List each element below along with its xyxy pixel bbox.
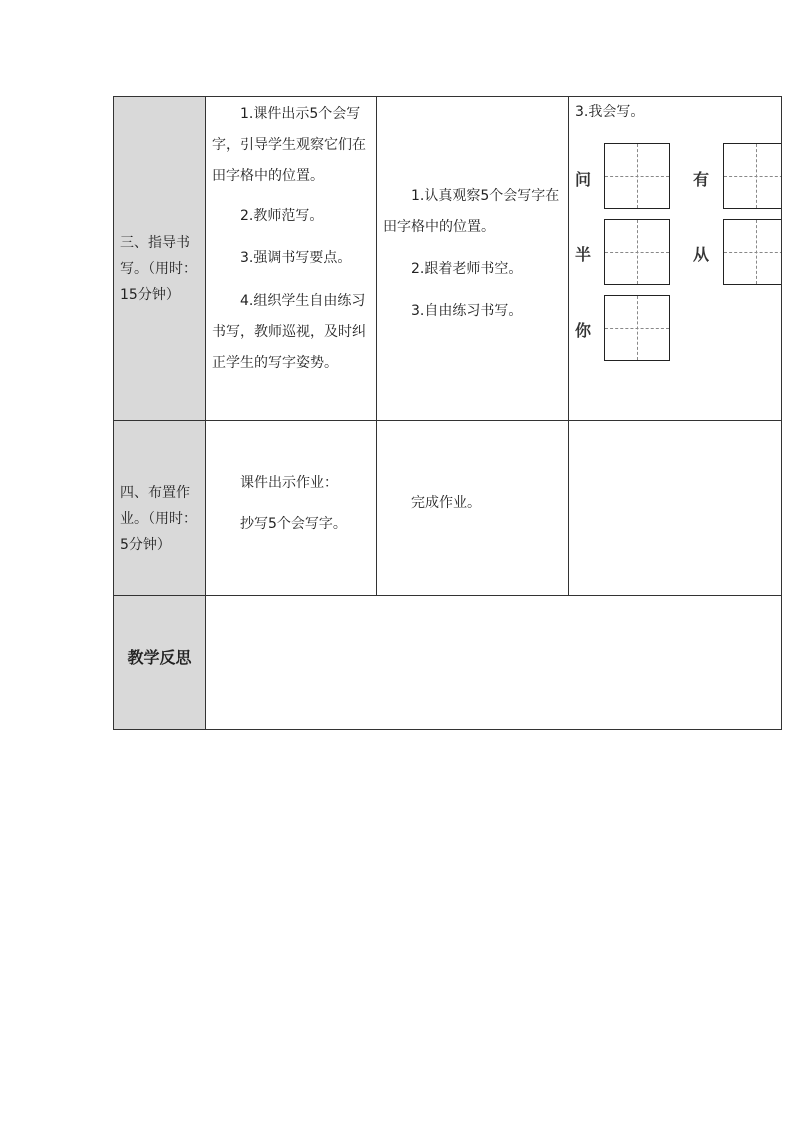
student-activity-cell bbox=[376, 96, 569, 421]
tian-grid-2 bbox=[723, 143, 782, 209]
tian-grid-4 bbox=[723, 219, 782, 285]
practice-char-1: 问 bbox=[575, 170, 592, 189]
stage-cell-homework bbox=[113, 420, 206, 596]
lesson-plan-table bbox=[113, 96, 782, 730]
stage-label: 三、指导书写。（用时：15分钟） bbox=[120, 235, 197, 303]
teacher-activity-cell bbox=[205, 96, 377, 421]
reflection-content-cell bbox=[205, 595, 782, 730]
reflection-label-cell bbox=[113, 595, 206, 730]
student-step-2: 2.跟着老师书空。 bbox=[411, 261, 523, 277]
student-step-3: 3.自由练习书写。 bbox=[411, 303, 523, 319]
practice-title: 3.我会写。 bbox=[575, 104, 645, 120]
teacher-step-2: 抄写5个会写字。 bbox=[240, 516, 347, 532]
student-activity-cell bbox=[376, 420, 569, 596]
teacher-step-3: 3.强调书写要点。 bbox=[240, 250, 352, 266]
practice-char-5: 你 bbox=[575, 321, 592, 340]
teacher-activity-cell bbox=[205, 420, 377, 596]
student-step-1: 1.认真观察5个会写字在田字格中的位置。 bbox=[383, 188, 560, 235]
practice-char-2: 有 bbox=[693, 170, 710, 189]
practice-cell bbox=[568, 96, 782, 421]
tian-grid-5 bbox=[604, 295, 670, 361]
practice-char-3: 半 bbox=[575, 245, 592, 264]
teacher-step-1: 1.课件出示5个会写字，引导学生观察它们在田字格中的位置。 bbox=[212, 106, 366, 184]
teacher-step-4: 4.组织学生自由练习书写，教师巡视，及时纠正学生的写字姿势。 bbox=[212, 293, 366, 371]
practice-cell-empty bbox=[568, 420, 782, 596]
stage-cell-writing bbox=[113, 96, 206, 421]
tian-grid-3 bbox=[604, 219, 670, 285]
practice-char-4: 从 bbox=[693, 245, 710, 264]
teacher-step-2: 2.教师范写。 bbox=[240, 208, 324, 224]
stage-label: 四、布置作业。（用时：5分钟） bbox=[120, 485, 197, 553]
student-step-1: 完成作业。 bbox=[411, 495, 481, 511]
tian-grid-1 bbox=[604, 143, 670, 209]
teacher-step-1: 课件出示作业： bbox=[240, 475, 338, 491]
reflection-label: 教学反思 bbox=[127, 648, 192, 667]
